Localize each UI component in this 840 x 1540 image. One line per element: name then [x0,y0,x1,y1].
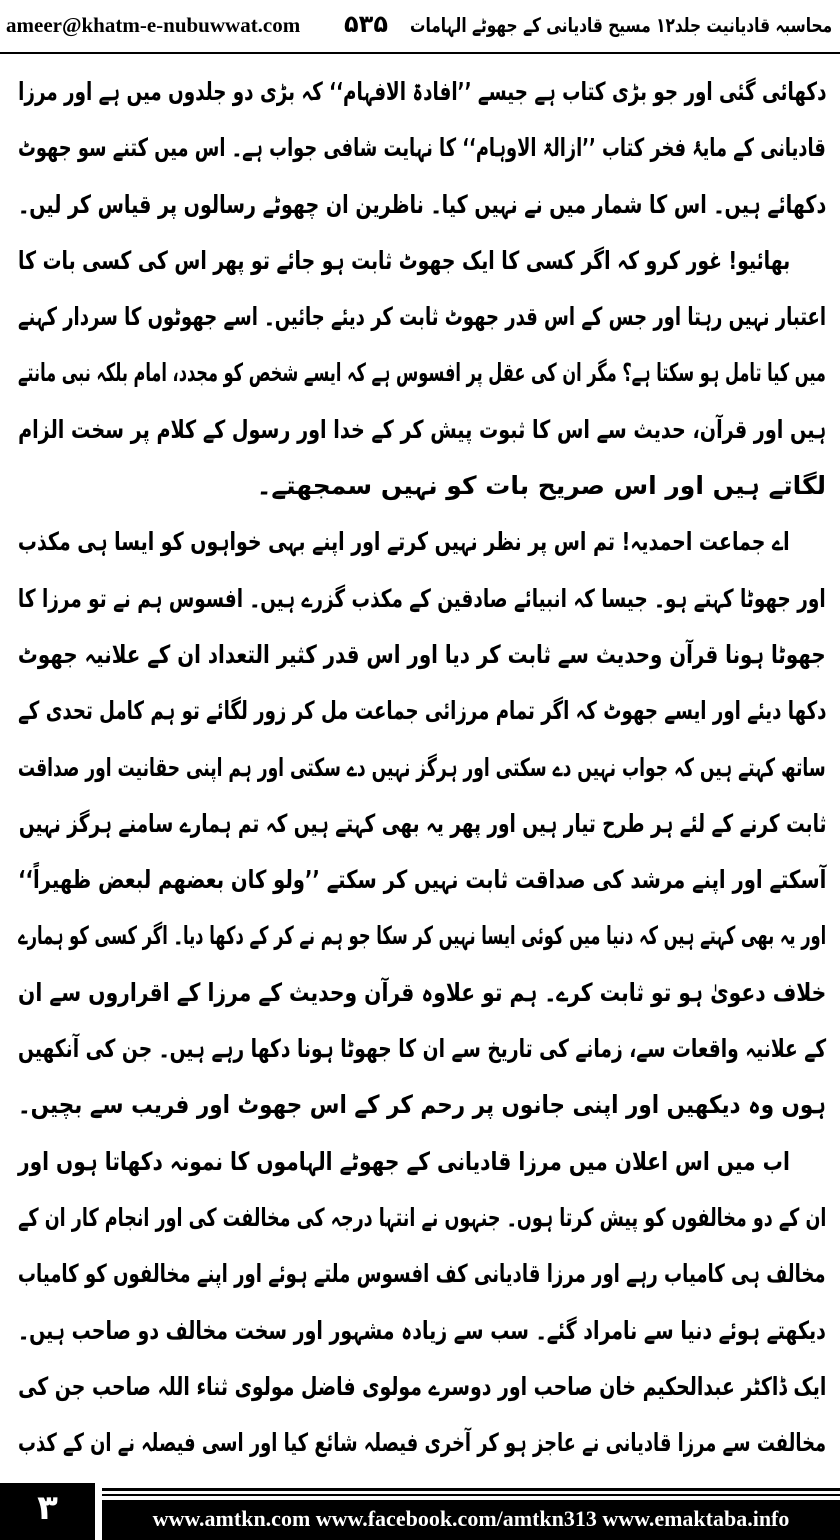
text-line [18,908,826,964]
text-line-content: بھائیو! غور کرو کہ اگر کسی کا ایک جھوٹ ثابت ہو جائے تو پھر اس کی کسی بات کا [17,245,790,275]
text-line-content: مخالفت سے مرزا قادیانی نے عاجز ہو کر آخری فیصلہ شائع کیا اور اسی فیصلہ نے ان کے کذب [17,1428,826,1458]
text-line [18,289,826,345]
text-line [18,402,826,458]
text-line-content: دکھائی گئی اور جو بڑی کتاب ہے جیسے ’’افادۃ الافہام‘‘ کہ بڑی دو جلدوں میں ہے اور مرزا [17,77,826,106]
text-line-content: مخالف ہی کامیاب رہے اور مرزا قادیانی کف افسوس ملتے ہوئے اور اپنے مخالفوں کو کامیاب [18,1259,826,1289]
text-line [18,514,826,570]
text-line [18,458,826,514]
text-line-content: اور جھوٹا کہتے ہو۔ جیسا کہ انبیائے صادقین کے مکذب گزرے ہیں۔ افسوس ہم نے تو مرزا کا [18,583,826,613]
text-line-content: لگاتے ہیں اور اس صریح بات کو نہیں سمجھتے۔ [256,471,826,501]
header-title: محاسبہ قادیانیت جلد۱۲ مسیح قادیانی کے جھوٹے الہامات [409,13,832,37]
text-line-content: میں کیا تامل ہو سکتا ہے؟ مگر ان کی عقل پر افسوس ہے کہ ایسے شخص کو مجدد، امام بلکہ نبی مانتے [18,358,826,388]
text-line-content: دکھائے ہیں۔ اس کا شمار میں نے نہیں کیا۔ ناظرین ان چھوٹے رسالوں پر قیاس کر لیں۔ [17,189,826,219]
text-line-content: ان کے دو مخالفوں کو پیش کرتا ہوں۔ جنہوں نے انتہا درجہ کی مخالفت کی اور انجام کار ان کے [17,1202,826,1232]
text-line-content: اعتبار نہیں رہتا اور جس کے اس قدر جھوٹ ثابت کر دیئے جائیں۔ اسے جھوٹوں کا سردار کہنے [17,302,826,332]
text-line-content: کے علانیہ واقعات سے، زمانے کی تاریخ سے ان کا جھوٹا ہونا دکھا رہے ہیں۔ جن کی آنکھیں [17,1034,826,1064]
text-line-content: خلاف دعویٰ ہو تو ثابت کرے۔ ہم تو علاوہ قرآن وحدیث کے مرزا کے اقراروں سے ان [17,977,826,1007]
text-line-content: اب میں اس اعلان میں مرزا قادیانی کے جھوٹے الہاموں کا نمونہ دکھاتا ہوں اور [18,1146,790,1176]
header-page-number: ۵۳۵ [344,10,388,38]
text-line-content: ثابت کرنے کے لئے ہر طرح تیار ہیں اور پھر یہ بھی کہتے ہیں کہ تم ہمارے سامنے ہرگز نہیں [18,808,826,838]
text-line [18,233,826,289]
text-line [18,1077,826,1133]
footer-divider [102,1494,840,1496]
text-line [18,1303,826,1359]
text-line [18,1359,826,1415]
footer-page-number: ۳ [0,1483,95,1540]
text-line [18,796,826,852]
text-line-content: اے جماعت احمدیہ! تم اس پر نظر نہیں کرتے اور اپنے بہی خواہوں کو ایسا ہی مکذب [18,527,790,557]
text-line [18,683,826,739]
text-line-content: آسکتے اور اپنے مرشد کی صداقت ثابت نہیں کر سکتے ’’ولو کان بعضھم لبعض ظھیراً‘‘ [17,865,826,895]
header-email: ameer@khatm-e-nubuwwat.com [6,13,301,37]
text-line [18,177,826,233]
text-line [18,852,826,908]
text-line [18,627,826,683]
text-line [18,965,826,1021]
text-line-content: ہیں اور قرآن، حدیث سے اس کا ثبوت پیش کر کے خدا اور رسول کے کلام پر سخت الزام [17,414,826,444]
text-line [18,1246,826,1302]
text-line [18,120,826,176]
header-divider [0,52,840,54]
text-line [18,345,826,401]
text-line [18,1190,826,1246]
footer-divider [102,1488,840,1491]
text-line-content: ہوں وہ دیکھیں اور اپنی جانوں پر رحم کر کے اس جھوٹ اور فریب سے بچیں۔ [17,1090,826,1120]
text-line [18,1021,826,1077]
page-body-text [18,64,826,1471]
text-line-content: قادیانی کے مایۂ فخر کتاب ’’ازالۃ الاوہام‘‘ کا نہایت شافی جواب ہے۔ اس میں کتنے سو جھوٹ [18,133,826,163]
text-line [18,571,826,627]
page-header [0,0,840,52]
text-line-content: ساتھ کہتے ہیں کہ جواب نہیں دے سکتی اور ہرگز نہیں دے سکتی اور ہم اپنی حقانیت اور صداقت [18,752,826,782]
text-line-content: ایک ڈاکٹر عبدالحکیم خان صاحب اور دوسرے مولوی فاضل مولوی ثناء اللہ صاحب جن کی [17,1371,826,1401]
footer-links: www.amtkn.com www.facebook.com/amtkn313 www.emaktaba.info [102,1500,840,1540]
text-line [18,1415,826,1471]
text-line [18,64,826,120]
text-line-content: جھوٹا ہونا قرآن وحدیث سے ثابت کر دیا اور اس قدر کثیر التعداد ان کے علانیہ جھوٹ [18,639,826,669]
text-line [18,740,826,796]
text-line-content: دیکھتے ہوئے دنیا سے نامراد گئے۔ سب سے زیادہ مشہور اور سخت مخالف دو صاحب ہیں۔ [18,1315,826,1345]
text-line [18,1134,826,1190]
text-line-content: دکھا دیئے اور ایسے جھوٹ کہ اگر تمام مرزائی جماعت مل کر زور لگائے تو ہم کامل تحدی کے [17,696,826,726]
text-line-content: اور یہ بھی کہتے ہیں کہ دنیا میں کوئی ایسا نہیں کر سکا جو ہم نے کر کے دکھا دیا۔ اگر کسی کو ہمارے [17,921,826,951]
header-title-area [410,10,832,42]
